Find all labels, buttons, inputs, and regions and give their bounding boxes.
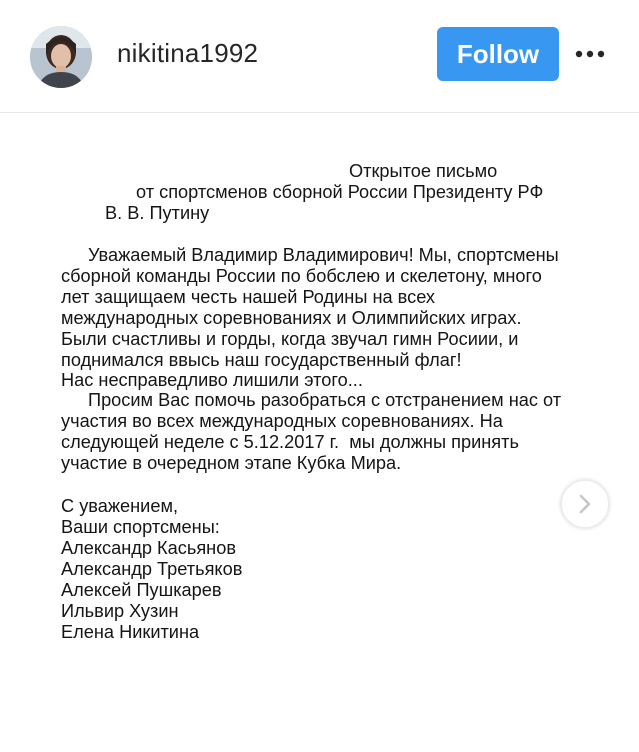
username[interactable]: nikitina1992 (117, 38, 259, 68)
letter-title: Открытое письмо (349, 161, 498, 181)
signature-name: Александр Третьяков (61, 559, 243, 579)
letter-title: от спортсменов сборной России Президенту РФ (136, 182, 544, 202)
profile-photo-icon (30, 26, 92, 88)
letter-line: международных соревнованиях и Олимпийских играх. (61, 308, 522, 328)
next-slide-button[interactable] (561, 480, 609, 528)
letter-image (0, 113, 639, 752)
letter-addressee: В. В. Путину (105, 203, 210, 223)
letter-closing: С уважением, (61, 496, 179, 516)
letter-line: Нас несправедливо лишили этого... (61, 370, 363, 390)
letter-line: лет защищаем честь нашей Родины на всех (61, 287, 436, 307)
signature-name: Ильвир Хузин (61, 601, 179, 621)
signature-name: Елена Никитина (61, 622, 200, 642)
letter-line: поднимался ввысь наш государственный флаг! (61, 350, 462, 370)
letter-line: сборной команды России по бобслею и скелетону, много (61, 266, 542, 286)
letter-line: Уважаемый Владимир Владимирович! Мы, спортсмены (88, 245, 559, 265)
letter-closing: Ваши спортсмены: (61, 517, 220, 537)
avatar[interactable] (30, 26, 92, 88)
letter-line: Просим Вас помочь разобраться с отстранением нас от (88, 390, 562, 410)
letter-line: следующей неделе с 5.12.2017 г. мы должны принять (61, 432, 519, 452)
three-dots-icon (575, 50, 605, 58)
post-header (0, 0, 639, 113)
more-options-button[interactable] (570, 38, 610, 70)
signature-name: Алексей Пушкарев (61, 580, 222, 600)
letter-line: Были счастливы и горды, когда звучал гимн Росиии, и (61, 329, 519, 349)
letter-line: участия во всех международных соревнованиях. На (61, 411, 503, 431)
chevron-right-icon (576, 493, 594, 515)
signature-name: Александр Касьянов (61, 538, 237, 558)
follow-button[interactable]: Follow (437, 27, 559, 81)
letter-line: участие в очередном этапе Кубка Мира. (61, 453, 402, 473)
